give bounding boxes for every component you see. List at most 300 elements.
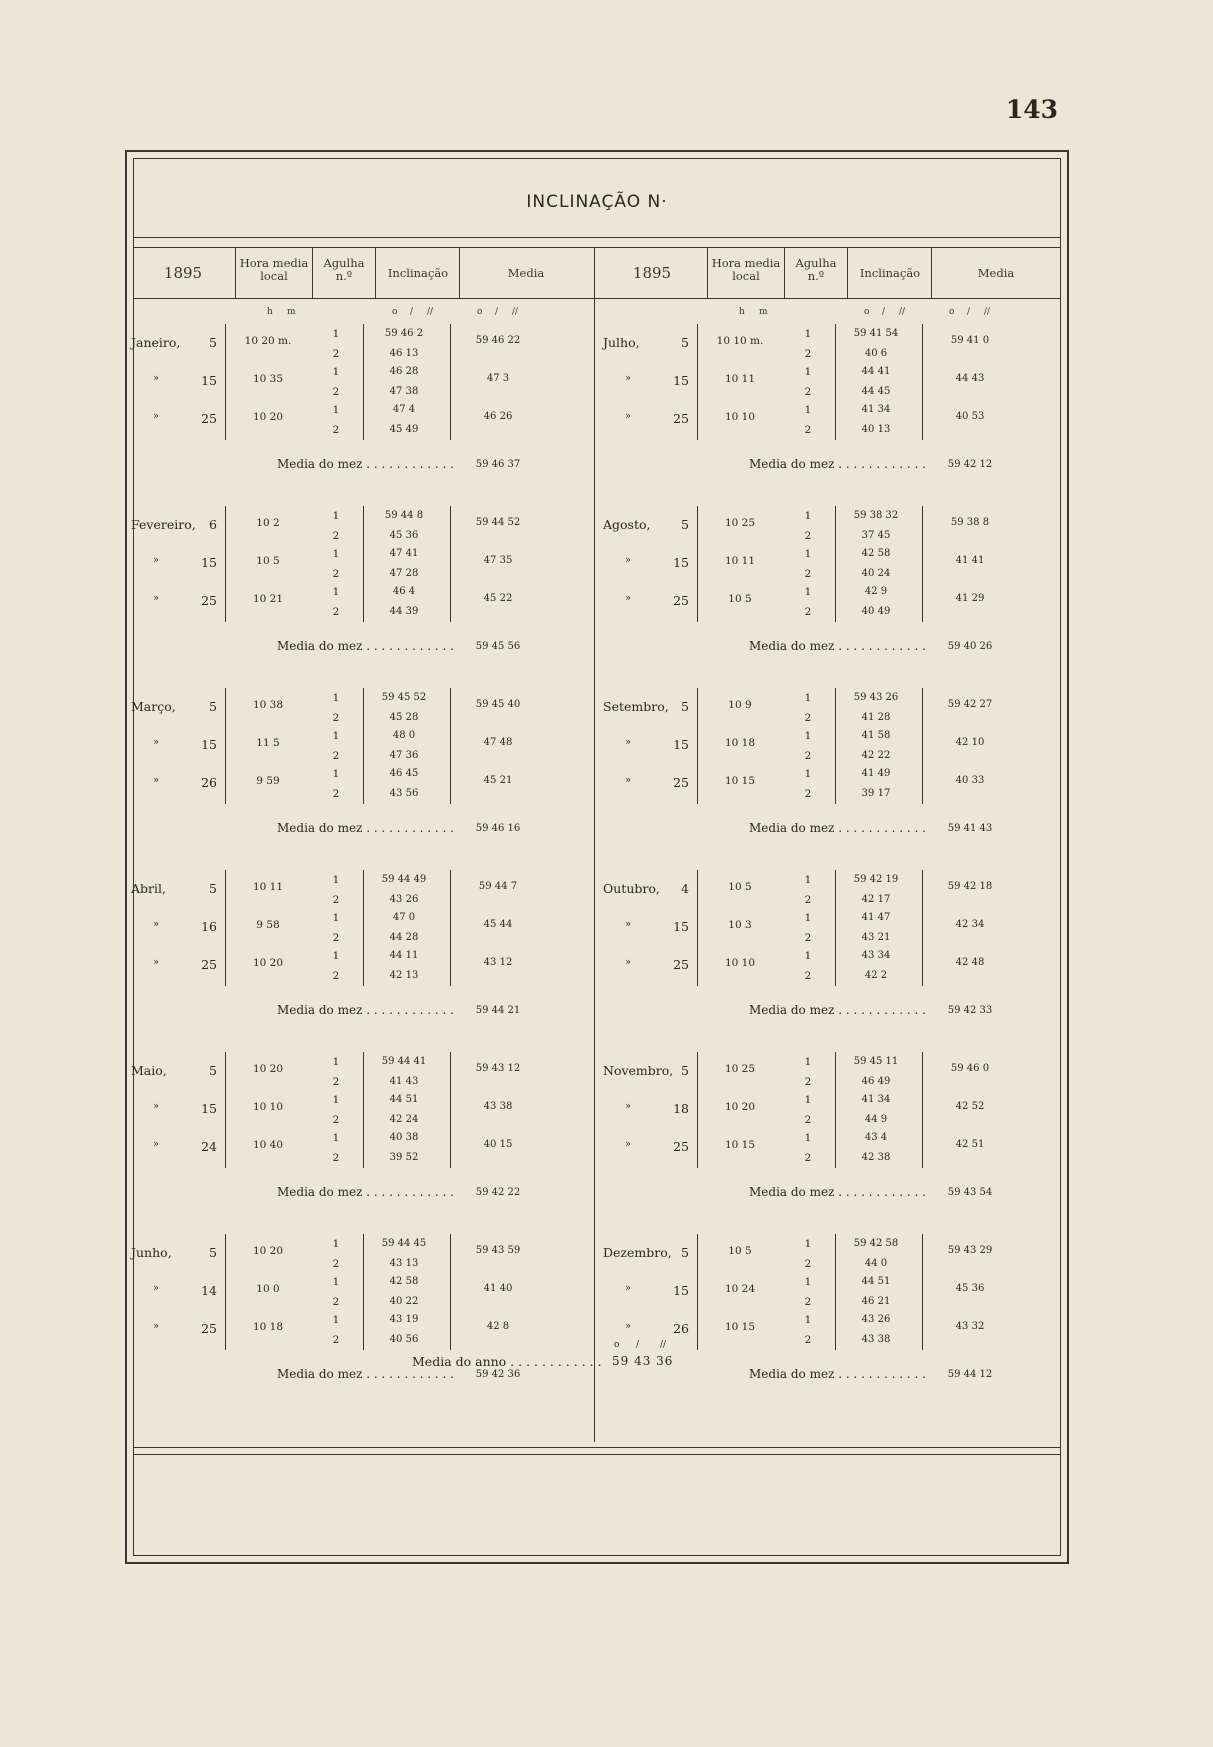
inclination-needle-1: 42 9 xyxy=(864,586,888,597)
unit-deg-media: o xyxy=(477,307,483,317)
hdr-agulha-left-l2: n.º xyxy=(335,269,353,283)
annual-dots: . . . . . . . . . . . . xyxy=(506,1354,602,1369)
column-rule xyxy=(363,1052,364,1092)
inclination-values xyxy=(837,726,915,766)
needle-numbers xyxy=(783,324,833,364)
row-mean: 45 22 xyxy=(483,593,513,604)
needle-numbers xyxy=(311,726,361,766)
hdr-media-right: Media xyxy=(977,266,1015,280)
column-rule xyxy=(225,1090,226,1130)
unit-deg: o xyxy=(864,307,870,317)
local-time: 10 5 xyxy=(728,593,752,605)
inclination-values xyxy=(837,946,915,986)
needle-1: 1 xyxy=(332,366,340,378)
needle-1: 1 xyxy=(804,950,812,962)
inclination-needle-1: 46 28 xyxy=(389,366,419,377)
needle-1: 1 xyxy=(332,586,340,598)
column-rule xyxy=(363,870,364,910)
needle-numbers xyxy=(783,908,833,948)
unit-sec: // xyxy=(427,307,434,317)
footer-rule xyxy=(133,1447,1061,1448)
hdr-hora-right-l1: Hora media xyxy=(711,256,781,270)
local-time: 10 11 xyxy=(724,373,756,385)
day-number: 16 xyxy=(201,919,217,934)
needle-2: 2 xyxy=(332,894,340,906)
monthly-mean-label: Media do mez . . . xyxy=(749,1185,929,1199)
local-time: 10 5 xyxy=(728,1245,752,1257)
needle-2: 2 xyxy=(804,530,812,542)
column-rule xyxy=(922,726,923,766)
ditto-mark: » xyxy=(625,957,632,968)
monthly-mean-value: 59 46 37 xyxy=(475,459,521,470)
column-rule xyxy=(922,908,923,948)
column-rule xyxy=(450,506,451,546)
unit-sec-media: // xyxy=(984,307,991,317)
needle-1: 1 xyxy=(332,328,340,340)
inclination-needle-1: 47 41 xyxy=(389,548,419,559)
row-mean: 59 43 12 xyxy=(475,1063,521,1074)
needle-1: 1 xyxy=(804,912,812,924)
inclination-needle-2: 45 28 xyxy=(389,712,419,723)
table-row xyxy=(127,908,589,948)
column-rule xyxy=(225,506,226,546)
hdr-sep-l2 xyxy=(312,247,313,298)
unit-sec-media: // xyxy=(512,307,519,317)
monthly-mean xyxy=(599,1003,1061,1021)
needle-1: 1 xyxy=(332,950,340,962)
monthly-mean-label: Media do mez . . . xyxy=(277,457,457,471)
inclination-needle-2: 40 13 xyxy=(861,424,891,435)
row-mean: 45 44 xyxy=(483,919,513,930)
local-time: 10 10 xyxy=(724,411,756,423)
monthly-mean xyxy=(127,1003,589,1021)
month-name: Julho, xyxy=(603,335,640,350)
column-rule xyxy=(835,946,836,986)
column-rule xyxy=(835,1128,836,1168)
column-rule xyxy=(835,544,836,584)
needle-numbers xyxy=(311,1310,361,1350)
inclination-values xyxy=(837,908,915,948)
needle-1: 1 xyxy=(332,1238,340,1250)
table-row xyxy=(599,1310,1061,1350)
month-block xyxy=(599,324,1061,506)
column-rule xyxy=(835,726,836,766)
row-mean: 42 52 xyxy=(955,1101,985,1112)
day-number: 15 xyxy=(673,373,689,388)
column-rule xyxy=(225,582,226,622)
column-rule xyxy=(363,946,364,986)
inclination-values xyxy=(365,400,443,440)
hdr-sep-r1 xyxy=(707,247,708,298)
inclination-needle-1: 48 0 xyxy=(392,730,416,741)
month-name: Maio, xyxy=(131,1063,167,1078)
column-rule xyxy=(922,946,923,986)
ditto-mark: » xyxy=(153,593,160,604)
row-mean: 43 38 xyxy=(483,1101,513,1112)
left-half-table xyxy=(127,302,589,1442)
month-block xyxy=(599,1052,1061,1234)
inclination-values xyxy=(365,1234,443,1274)
column-rule xyxy=(835,688,836,728)
ditto-mark: » xyxy=(625,775,632,786)
local-time: 10 21 xyxy=(252,593,284,605)
needle-numbers xyxy=(311,324,361,364)
row-mean: 41 41 xyxy=(955,555,985,566)
monthly-mean-value: 59 40 26 xyxy=(947,641,993,652)
inclination-values xyxy=(837,870,915,910)
row-mean: 59 42 27 xyxy=(947,699,993,710)
table-row xyxy=(599,1128,1061,1168)
month-block xyxy=(127,688,589,870)
column-rule xyxy=(450,1090,451,1130)
column-rule xyxy=(697,870,698,910)
needle-2: 2 xyxy=(332,970,340,982)
month-name: Novembro, xyxy=(603,1063,674,1078)
needle-2: 2 xyxy=(332,1114,340,1126)
hdr-sep-r3 xyxy=(847,247,848,298)
table-row xyxy=(127,870,589,910)
ditto-mark: » xyxy=(625,1283,632,1294)
row-mean: 47 3 xyxy=(486,373,510,384)
needle-numbers xyxy=(783,870,833,910)
hdr-sep-l1 xyxy=(235,247,236,298)
inclination-values xyxy=(837,1090,915,1130)
table-row xyxy=(127,688,589,728)
local-time: 10 11 xyxy=(252,881,284,893)
inclination-needle-2: 43 21 xyxy=(861,932,891,943)
row-mean: 42 10 xyxy=(955,737,985,748)
column-rule xyxy=(697,1310,698,1350)
column-rule xyxy=(225,324,226,364)
hdr-agulha-left-l1: Agulha xyxy=(323,256,365,270)
local-time: 10 15 xyxy=(724,1139,756,1151)
monthly-mean-label: Media do mez . . . xyxy=(277,821,457,835)
inclination-needle-1: 43 19 xyxy=(389,1314,419,1325)
day-number: 15 xyxy=(673,555,689,570)
column-rule xyxy=(922,688,923,728)
unit-min: / xyxy=(410,307,414,317)
day-number: 5 xyxy=(209,699,217,714)
inclination-values xyxy=(837,1052,915,1092)
inclination-needle-1: 41 47 xyxy=(861,912,891,923)
needle-numbers xyxy=(783,764,833,804)
needle-2: 2 xyxy=(332,1258,340,1270)
column-rule xyxy=(225,688,226,728)
day-number: 24 xyxy=(201,1139,217,1154)
needle-1: 1 xyxy=(804,1094,812,1106)
ditto-mark: » xyxy=(153,1283,160,1294)
monthly-mean-label: Media do mez . . . xyxy=(277,639,457,653)
day-number: 5 xyxy=(681,699,689,714)
needle-1: 1 xyxy=(804,692,812,704)
needle-2: 2 xyxy=(804,788,812,800)
inclination-values xyxy=(837,1310,915,1350)
day-number: 6 xyxy=(209,517,217,532)
column-rule xyxy=(835,764,836,804)
needle-numbers xyxy=(311,1090,361,1130)
needle-1: 1 xyxy=(804,768,812,780)
row-mean: 41 40 xyxy=(483,1283,513,1294)
annual-unit-deg: o xyxy=(614,1340,620,1350)
table-row xyxy=(127,1128,589,1168)
day-number: 5 xyxy=(681,517,689,532)
unit-sec: // xyxy=(899,307,906,317)
hdr-agulha-right-l2: n.º xyxy=(807,269,825,283)
needle-numbers xyxy=(783,1052,833,1092)
table-row xyxy=(127,544,589,584)
column-rule xyxy=(835,582,836,622)
monthly-mean-value: 59 45 56 xyxy=(475,641,521,652)
needle-1: 1 xyxy=(332,692,340,704)
month-block xyxy=(599,506,1061,688)
column-rule xyxy=(697,946,698,986)
month-name: Fevereiro, xyxy=(131,517,196,532)
inclination-needle-2: 46 21 xyxy=(861,1296,891,1307)
needle-1: 1 xyxy=(804,874,812,886)
unit-m: m xyxy=(759,307,768,317)
day-number: 5 xyxy=(209,1245,217,1260)
unit-min-media: / xyxy=(495,307,499,317)
inclination-needle-1: 41 34 xyxy=(861,404,891,415)
monthly-mean-label: Media do mez . . . xyxy=(749,821,929,835)
needle-1: 1 xyxy=(804,1238,812,1250)
inclination-values xyxy=(365,764,443,804)
month-block xyxy=(127,1234,589,1416)
needle-numbers xyxy=(783,544,833,584)
column-rule xyxy=(450,688,451,728)
column-rule xyxy=(697,1052,698,1092)
column-rule xyxy=(363,1272,364,1312)
day-number: 15 xyxy=(201,1101,217,1116)
inclination-needle-1: 44 41 xyxy=(861,366,891,377)
column-rule xyxy=(450,544,451,584)
needle-numbers xyxy=(783,1310,833,1350)
inclination-needle-2: 40 6 xyxy=(864,348,888,359)
needle-numbers xyxy=(311,688,361,728)
day-number: 14 xyxy=(201,1283,217,1298)
column-rule xyxy=(225,726,226,766)
needle-1: 1 xyxy=(804,730,812,742)
needle-numbers xyxy=(311,1052,361,1092)
local-time: 10 38 xyxy=(252,699,284,711)
needle-numbers xyxy=(311,1234,361,1274)
ditto-mark: » xyxy=(625,593,632,604)
day-number: 25 xyxy=(201,957,217,972)
column-rule xyxy=(697,544,698,584)
needle-2: 2 xyxy=(804,568,812,580)
local-time: 10 3 xyxy=(728,919,752,931)
local-time: 10 25 xyxy=(724,1063,756,1075)
monthly-mean-value: 59 41 43 xyxy=(947,823,993,834)
hdr-hora-left xyxy=(237,257,311,283)
needle-1: 1 xyxy=(332,548,340,560)
hdr-year-left: 1895 xyxy=(163,264,203,282)
column-rule xyxy=(835,400,836,440)
column-rule xyxy=(450,908,451,948)
column-rule xyxy=(835,324,836,364)
needle-1: 1 xyxy=(332,510,340,522)
monthly-mean-label: Media do mez . . . xyxy=(749,639,929,653)
needle-1: 1 xyxy=(804,1314,812,1326)
monthly-mean xyxy=(599,821,1061,839)
inclination-values xyxy=(365,1090,443,1130)
column-rule xyxy=(363,582,364,622)
inclination-needle-2: 42 13 xyxy=(389,970,419,981)
column-rule xyxy=(922,506,923,546)
needle-2: 2 xyxy=(332,386,340,398)
needle-2: 2 xyxy=(804,894,812,906)
unit-h: h xyxy=(267,307,273,317)
column-rule xyxy=(450,870,451,910)
month-block xyxy=(127,506,589,688)
monthly-mean-value: 59 42 12 xyxy=(947,459,993,470)
column-rule xyxy=(835,506,836,546)
needle-numbers xyxy=(783,1234,833,1274)
row-mean: 44 43 xyxy=(955,373,985,384)
local-time: 10 15 xyxy=(724,775,756,787)
needle-numbers xyxy=(311,870,361,910)
column-rule xyxy=(922,870,923,910)
column-rule xyxy=(835,1090,836,1130)
column-rule xyxy=(225,764,226,804)
needle-2: 2 xyxy=(804,1114,812,1126)
row-mean: 59 44 52 xyxy=(475,517,521,528)
monthly-mean-value: 59 42 22 xyxy=(475,1187,521,1198)
needle-numbers xyxy=(311,506,361,546)
inclination-needle-2: 40 24 xyxy=(861,568,891,579)
column-rule xyxy=(450,362,451,402)
row-mean: 59 46 0 xyxy=(950,1063,990,1074)
local-time: 10 40 xyxy=(252,1139,284,1151)
inclination-needle-1: 44 51 xyxy=(861,1276,891,1287)
column-rule xyxy=(922,1090,923,1130)
inclination-needle-2: 39 17 xyxy=(861,788,891,799)
needle-1: 1 xyxy=(804,586,812,598)
day-number: 26 xyxy=(201,775,217,790)
inclination-needle-2: 42 2 xyxy=(864,970,888,981)
inclination-needle-2: 43 26 xyxy=(389,894,419,905)
needle-2: 2 xyxy=(332,606,340,618)
monthly-mean xyxy=(599,1367,1061,1385)
ditto-mark: » xyxy=(153,411,160,422)
table-row xyxy=(127,582,589,622)
row-mean: 42 51 xyxy=(955,1139,985,1150)
inclination-needle-2: 46 13 xyxy=(389,348,419,359)
inclination-needle-1: 59 41 54 xyxy=(853,328,899,339)
needle-numbers xyxy=(311,764,361,804)
day-number: 25 xyxy=(201,1321,217,1336)
inclination-needle-1: 47 0 xyxy=(392,912,416,923)
ditto-mark: » xyxy=(625,1139,632,1150)
table-row xyxy=(599,688,1061,728)
hdr-hora-right-l2: local xyxy=(732,269,760,283)
hdr-sep-l4 xyxy=(459,247,460,298)
ditto-mark: » xyxy=(625,555,632,566)
needle-1: 1 xyxy=(332,404,340,416)
needle-2: 2 xyxy=(804,1334,812,1346)
column-rule xyxy=(697,688,698,728)
row-mean: 59 43 29 xyxy=(947,1245,993,1256)
day-number: 15 xyxy=(201,737,217,752)
needle-numbers xyxy=(311,1128,361,1168)
needle-2: 2 xyxy=(804,1258,812,1270)
inclination-needle-1: 43 26 xyxy=(861,1314,891,1325)
day-number: 25 xyxy=(673,1139,689,1154)
needle-1: 1 xyxy=(804,1276,812,1288)
annual-mean-label-text: Media do anno xyxy=(412,1354,507,1369)
column-rule xyxy=(697,400,698,440)
column-rule xyxy=(697,908,698,948)
column-rule xyxy=(450,582,451,622)
column-rule xyxy=(363,908,364,948)
monthly-mean xyxy=(127,821,589,839)
needle-1: 1 xyxy=(332,912,340,924)
column-rule xyxy=(225,400,226,440)
inclination-needle-2: 40 56 xyxy=(389,1334,419,1345)
column-rule xyxy=(225,544,226,584)
day-number: 25 xyxy=(673,411,689,426)
hdr-agulha-right-l1: Agulha xyxy=(795,256,837,270)
monthly-mean-value: 59 43 54 xyxy=(947,1187,993,1198)
column-rule xyxy=(363,1310,364,1350)
monthly-mean-value: 59 44 21 xyxy=(475,1005,521,1016)
table-row xyxy=(127,946,589,986)
column-rule xyxy=(363,324,364,364)
day-number: 25 xyxy=(201,593,217,608)
needle-1: 1 xyxy=(332,874,340,886)
monthly-mean-label: Media do mez . . . xyxy=(749,1367,929,1381)
inclination-needle-2: 41 28 xyxy=(861,712,891,723)
needle-2: 2 xyxy=(804,750,812,762)
inclination-needle-2: 47 28 xyxy=(389,568,419,579)
day-number: 18 xyxy=(673,1101,689,1116)
row-mean: 46 26 xyxy=(483,411,513,422)
needle-1: 1 xyxy=(804,548,812,560)
needle-numbers xyxy=(783,946,833,986)
needle-1: 1 xyxy=(804,510,812,522)
inclination-values xyxy=(365,506,443,546)
column-rule xyxy=(363,764,364,804)
column-rule xyxy=(835,1310,836,1350)
needle-numbers xyxy=(783,1272,833,1312)
inclination-needle-2: 47 38 xyxy=(389,386,419,397)
column-rule xyxy=(922,582,923,622)
day-number: 5 xyxy=(209,881,217,896)
ditto-mark: » xyxy=(153,1321,160,1332)
center-divider xyxy=(594,247,595,1442)
hdr-media-left: Media xyxy=(507,266,545,280)
needle-1: 1 xyxy=(332,1132,340,1144)
column-rule xyxy=(225,1234,226,1274)
inclination-values xyxy=(837,764,915,804)
hdr-hora-right xyxy=(709,257,783,283)
monthly-mean-value: 59 42 33 xyxy=(947,1005,993,1016)
needle-1: 1 xyxy=(332,730,340,742)
month-block xyxy=(127,324,589,506)
ditto-mark: » xyxy=(625,1101,632,1112)
inclination-values xyxy=(837,582,915,622)
needle-2: 2 xyxy=(804,348,812,360)
inclination-needle-2: 44 9 xyxy=(864,1114,888,1125)
column-rule xyxy=(225,1128,226,1168)
column-rule xyxy=(922,362,923,402)
row-mean: 59 38 8 xyxy=(950,517,990,528)
inclination-needle-1: 59 44 45 xyxy=(381,1238,427,1249)
needle-2: 2 xyxy=(332,712,340,724)
table-row xyxy=(599,400,1061,440)
unit-m: m xyxy=(287,307,296,317)
inclination-needle-1: 42 58 xyxy=(861,548,891,559)
